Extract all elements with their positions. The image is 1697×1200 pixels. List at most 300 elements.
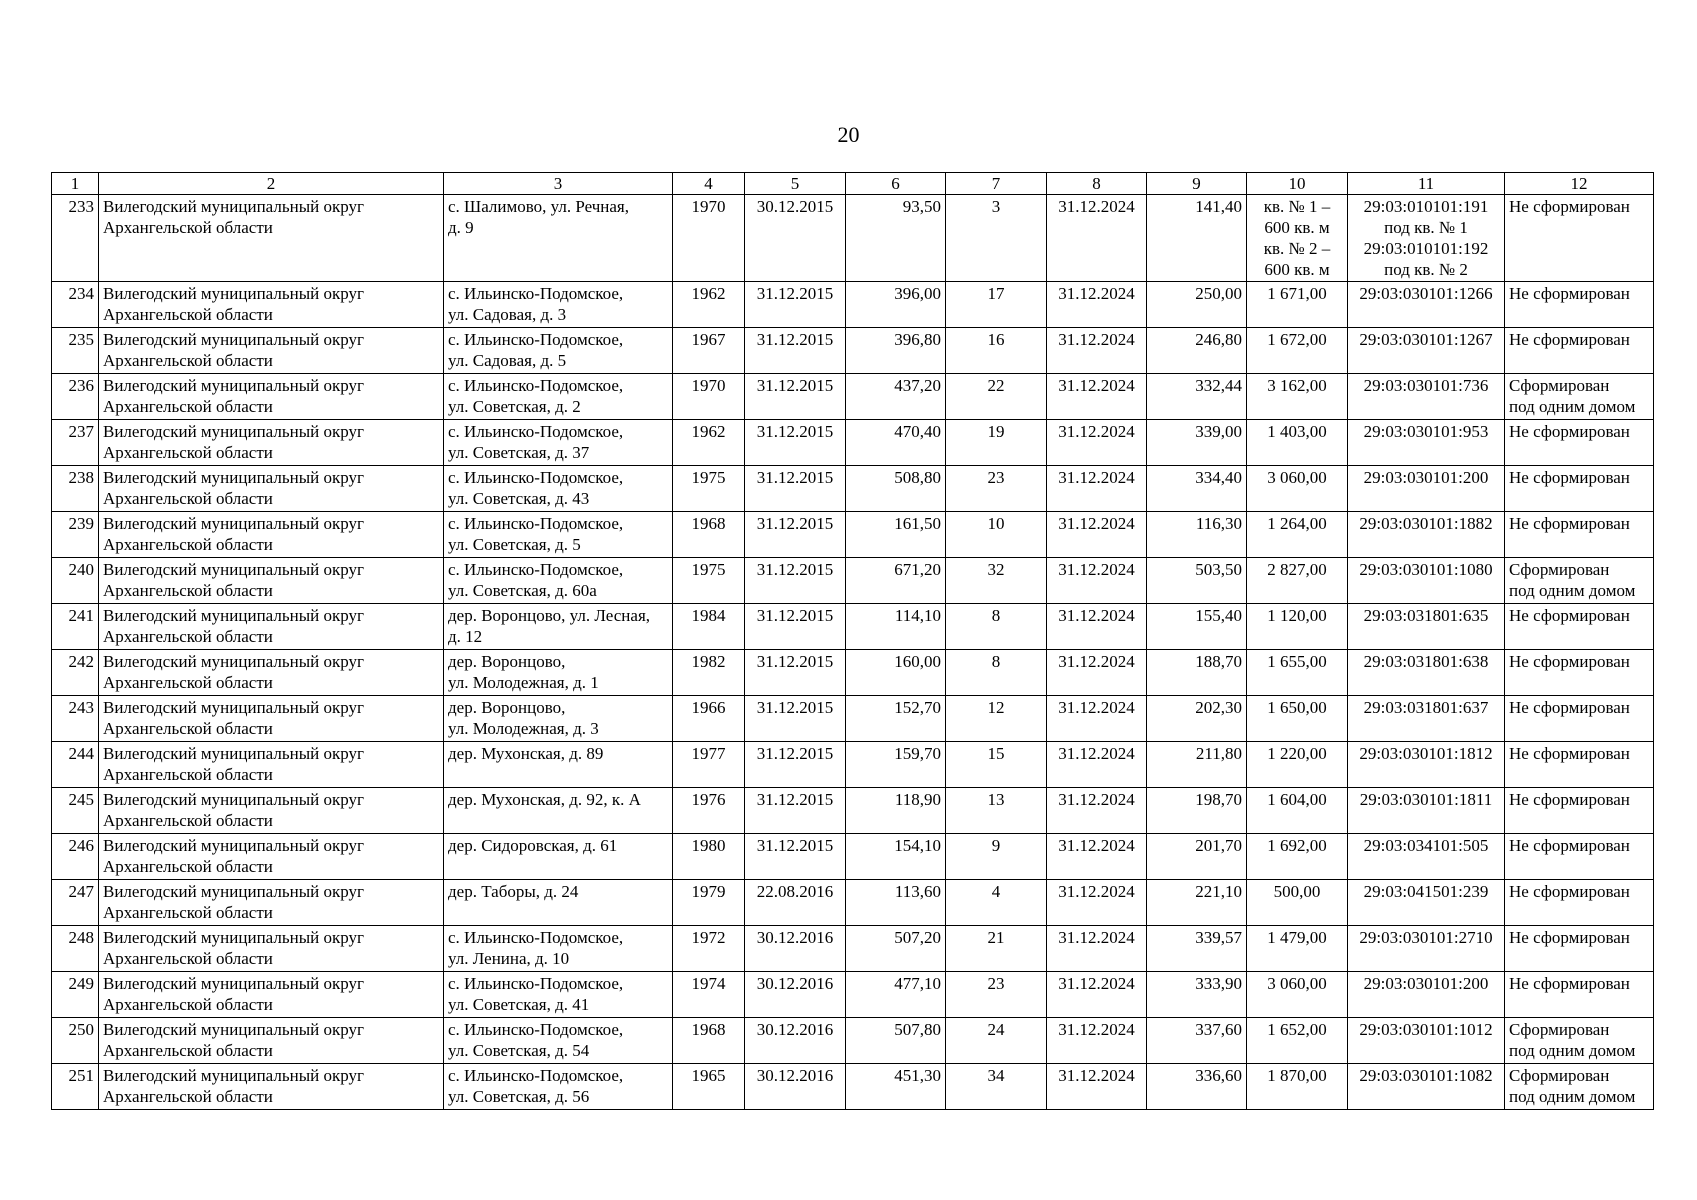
inclusion-date-cell: 31.12.2015 (745, 466, 846, 512)
row-number: 234 (52, 282, 99, 328)
address-line: д. 9 (448, 218, 474, 237)
municipality-line: Вилегодский муниципальный округ (103, 790, 364, 809)
cadastral-number-cell (1348, 926, 1505, 972)
table-row (52, 880, 1654, 926)
year-built-cell: 1977 (673, 742, 745, 788)
residential-area-cell: 114,10 (846, 604, 946, 650)
address-line: д. 12 (448, 627, 483, 646)
residents-count-cell: 32 (946, 558, 1047, 604)
address-line: ул. Ленина, д. 10 (448, 949, 570, 968)
area-cell: 116,30 (1147, 512, 1247, 558)
area-cell: 198,70 (1147, 788, 1247, 834)
table-row (52, 742, 1654, 788)
cadastral-number-line: 29:03:030101:1012 (1359, 1020, 1493, 1039)
planned-date-cell: 31.12.2024 (1047, 834, 1147, 880)
planned-date-cell: 31.12.2024 (1047, 282, 1147, 328)
municipality-cell (99, 926, 444, 972)
cadastral-number-line: 29:03:030101:200 (1363, 974, 1489, 993)
table-body (52, 195, 1654, 1110)
municipality-line: Вилегодский муниципальный округ (103, 422, 364, 441)
municipality-line: Архангельской области (103, 765, 273, 784)
cadastral-number-line: под кв. № 2 (1384, 260, 1468, 279)
residential-area-cell: 671,20 (846, 558, 946, 604)
table-row (52, 650, 1654, 696)
land-status-cell (1505, 195, 1654, 282)
municipality-cell (99, 834, 444, 880)
residents-count-cell: 9 (946, 834, 1047, 880)
address-line: с. Ильинско-Подомское, (448, 1066, 624, 1085)
cadastral-number-line: 29:03:030101:1266 (1359, 284, 1493, 303)
address-line: дер. Мухонская, д. 92, к. А (448, 790, 641, 809)
inclusion-date-cell: 22.08.2016 (745, 880, 846, 926)
cadastral-number-line: 29:03:031801:638 (1363, 652, 1489, 671)
year-built-cell: 1962 (673, 420, 745, 466)
inclusion-date-cell: 30.12.2016 (745, 1018, 846, 1064)
inclusion-date-cell: 30.12.2016 (745, 972, 846, 1018)
address-line: с. Ильинско-Подомское, (448, 468, 624, 487)
column-number: 3 (444, 173, 673, 195)
year-built-cell: 1980 (673, 834, 745, 880)
address-cell (444, 742, 673, 788)
row-number: 237 (52, 420, 99, 466)
cadastral-number-cell (1348, 195, 1505, 282)
area-cell: 250,00 (1147, 282, 1247, 328)
column-number: 11 (1348, 173, 1505, 195)
row-number: 241 (52, 604, 99, 650)
page-number: 20 (837, 122, 860, 147)
address-line: с. Ильинско-Подомское, (448, 1020, 624, 1039)
residential-area-cell: 396,80 (846, 328, 946, 374)
land-area-line: 1 264,00 (1267, 514, 1327, 533)
address-line: с. Ильинско-Подомское, (448, 974, 624, 993)
cadastral-number-line: 29:03:030101:1811 (1359, 790, 1493, 809)
land-status-line: Не сформирован (1509, 744, 1630, 763)
land-status-cell (1505, 880, 1654, 926)
column-number: 10 (1247, 173, 1348, 195)
address-line: с. Шалимово, ул. Речная, (448, 197, 629, 216)
table-row (52, 834, 1654, 880)
municipality-line: Архангельской области (103, 351, 273, 370)
cadastral-number-line: под кв. № 1 (1384, 218, 1468, 237)
cadastral-number-line: 29:03:010101:191 (1363, 197, 1489, 216)
planned-date-cell: 31.12.2024 (1047, 742, 1147, 788)
land-area-line: 2 827,00 (1267, 560, 1327, 579)
residents-count-cell: 10 (946, 512, 1047, 558)
address-line: ул. Советская, д. 5 (448, 535, 581, 554)
land-area-line: 1 120,00 (1267, 606, 1327, 625)
residential-area-cell: 396,00 (846, 282, 946, 328)
row-number: 249 (52, 972, 99, 1018)
land-area-line: 1 652,00 (1267, 1020, 1327, 1039)
address-line: с. Ильинско-Подомское, (448, 330, 624, 349)
land-status-line: Не сформирован (1509, 974, 1630, 993)
land-area-line: 1 692,00 (1267, 836, 1327, 855)
land-status-line: Сформирован (1509, 1066, 1610, 1085)
municipality-line: Архангельской области (103, 1041, 273, 1060)
municipality-line: Архангельской области (103, 443, 273, 462)
cadastral-number-line: 29:03:030101:200 (1363, 468, 1489, 487)
address-line: ул. Советская, д. 2 (448, 397, 581, 416)
inclusion-date-cell: 31.12.2015 (745, 788, 846, 834)
inclusion-date-cell: 31.12.2015 (745, 604, 846, 650)
residential-area-cell: 113,60 (846, 880, 946, 926)
year-built-cell: 1962 (673, 282, 745, 328)
column-number: 1 (52, 173, 99, 195)
address-line: ул. Молодежная, д. 3 (448, 719, 599, 738)
row-number: 242 (52, 650, 99, 696)
municipality-cell (99, 374, 444, 420)
land-area-cell (1247, 558, 1348, 604)
inclusion-date-cell: 31.12.2015 (745, 374, 846, 420)
address-cell (444, 558, 673, 604)
inclusion-date-cell: 30.12.2016 (745, 926, 846, 972)
row-number: 233 (52, 195, 99, 282)
area-cell: 336,60 (1147, 1064, 1247, 1110)
address-cell (444, 972, 673, 1018)
area-cell: 332,44 (1147, 374, 1247, 420)
address-line: ул. Садовая, д. 5 (448, 351, 567, 370)
row-number: 250 (52, 1018, 99, 1064)
residential-area-cell: 93,50 (846, 195, 946, 282)
address-cell (444, 926, 673, 972)
table-row (52, 558, 1654, 604)
area-cell: 202,30 (1147, 696, 1247, 742)
municipality-line: Архангельской области (103, 489, 273, 508)
row-number: 246 (52, 834, 99, 880)
inclusion-date-cell: 30.12.2015 (745, 195, 846, 282)
address-cell (444, 512, 673, 558)
row-number: 239 (52, 512, 99, 558)
cadastral-number-cell (1348, 880, 1505, 926)
land-area-line: кв. № 1 – (1263, 197, 1331, 216)
land-area-cell (1247, 328, 1348, 374)
land-area-line: 3 060,00 (1267, 974, 1327, 993)
area-cell: 188,70 (1147, 650, 1247, 696)
year-built-cell: 1976 (673, 788, 745, 834)
table-row (52, 195, 1654, 282)
municipality-line: Архангельской области (103, 535, 273, 554)
land-status-cell (1505, 696, 1654, 742)
land-area-line: 1 672,00 (1267, 330, 1327, 349)
area-cell: 337,60 (1147, 1018, 1247, 1064)
residents-count-cell: 23 (946, 466, 1047, 512)
table-row (52, 1064, 1654, 1110)
column-number: 9 (1147, 173, 1247, 195)
address-line: с. Ильинско-Подомское, (448, 422, 624, 441)
municipality-line: Вилегодский муниципальный округ (103, 836, 364, 855)
cadastral-number-cell (1348, 788, 1505, 834)
address-line: ул. Советская, д. 37 (448, 443, 590, 462)
municipality-line: Вилегодский муниципальный округ (103, 330, 364, 349)
land-status-cell (1505, 972, 1654, 1018)
residents-count-cell: 12 (946, 696, 1047, 742)
municipality-cell (99, 558, 444, 604)
land-area-line: 3 060,00 (1267, 468, 1327, 487)
planned-date-cell: 31.12.2024 (1047, 1018, 1147, 1064)
land-status-cell (1505, 742, 1654, 788)
land-area-cell (1247, 696, 1348, 742)
municipality-line: Архангельской области (103, 949, 273, 968)
municipality-cell (99, 328, 444, 374)
municipality-line: Вилегодский муниципальный округ (103, 928, 364, 947)
municipality-line: Вилегодский муниципальный округ (103, 1066, 364, 1085)
municipality-line: Вилегодский муниципальный округ (103, 974, 364, 993)
area-cell: 333,90 (1147, 972, 1247, 1018)
area-cell: 339,00 (1147, 420, 1247, 466)
cadastral-number-cell (1348, 282, 1505, 328)
inclusion-date-cell: 31.12.2015 (745, 512, 846, 558)
address-line: ул. Советская, д. 56 (448, 1087, 590, 1106)
land-status-cell (1505, 1018, 1654, 1064)
cadastral-number-line: 29:03:030101:1812 (1359, 744, 1493, 763)
address-cell (444, 880, 673, 926)
residential-area-cell: 507,20 (846, 926, 946, 972)
municipality-cell (99, 650, 444, 696)
table-row (52, 696, 1654, 742)
year-built-cell: 1974 (673, 972, 745, 1018)
municipality-cell (99, 604, 444, 650)
cadastral-number-line: 29:03:030101:1267 (1359, 330, 1493, 349)
address-line: дер. Мухонская, д. 89 (448, 744, 604, 763)
address-line: с. Ильинско-Подомское, (448, 514, 624, 533)
inclusion-date-cell: 31.12.2015 (745, 328, 846, 374)
land-area-cell (1247, 926, 1348, 972)
area-cell: 339,57 (1147, 926, 1247, 972)
address-cell (444, 1018, 673, 1064)
residents-count-cell: 24 (946, 1018, 1047, 1064)
year-built-cell: 1982 (673, 650, 745, 696)
area-cell: 201,70 (1147, 834, 1247, 880)
planned-date-cell: 31.12.2024 (1047, 328, 1147, 374)
address-line: ул. Советская, д. 43 (448, 489, 590, 508)
land-status-cell (1505, 1064, 1654, 1110)
address-line: с. Ильинско-Подомское, (448, 928, 624, 947)
residents-count-cell: 22 (946, 374, 1047, 420)
year-built-cell: 1984 (673, 604, 745, 650)
column-number: 2 (99, 173, 444, 195)
municipality-line: Вилегодский муниципальный округ (103, 744, 364, 763)
column-number: 12 (1505, 173, 1654, 195)
land-area-line: 1 604,00 (1267, 790, 1327, 809)
table-row (52, 512, 1654, 558)
municipality-line: Архангельской области (103, 397, 273, 416)
municipality-cell (99, 1064, 444, 1110)
planned-date-cell: 31.12.2024 (1047, 972, 1147, 1018)
area-cell: 155,40 (1147, 604, 1247, 650)
planned-date-cell: 31.12.2024 (1047, 558, 1147, 604)
municipality-cell (99, 420, 444, 466)
residential-area-cell: 152,70 (846, 696, 946, 742)
cadastral-number-cell (1348, 420, 1505, 466)
cadastral-number-cell (1348, 1018, 1505, 1064)
planned-date-cell: 31.12.2024 (1047, 512, 1147, 558)
residents-count-cell: 4 (946, 880, 1047, 926)
inclusion-date-cell: 30.12.2016 (745, 1064, 846, 1110)
cadastral-number-cell (1348, 512, 1505, 558)
land-area-cell (1247, 512, 1348, 558)
housing-registry-table (51, 172, 1654, 1110)
residential-area-cell: 154,10 (846, 834, 946, 880)
planned-date-cell: 31.12.2024 (1047, 788, 1147, 834)
address-line: ул. Советская, д. 41 (448, 995, 590, 1014)
column-number: 4 (673, 173, 745, 195)
municipality-cell (99, 195, 444, 282)
address-cell (444, 650, 673, 696)
municipality-line: Архангельской области (103, 995, 273, 1014)
cadastral-number-cell (1348, 558, 1505, 604)
residential-area-cell: 118,90 (846, 788, 946, 834)
land-area-cell (1247, 880, 1348, 926)
address-line: ул. Молодежная, д. 1 (448, 673, 599, 692)
year-built-cell: 1966 (673, 696, 745, 742)
land-area-line: 500,00 (1273, 882, 1321, 901)
planned-date-cell: 31.12.2024 (1047, 466, 1147, 512)
planned-date-cell: 31.12.2024 (1047, 696, 1147, 742)
land-status-line: Сформирован (1509, 1020, 1610, 1039)
land-area-line: 600 кв. м (1264, 218, 1330, 237)
municipality-line: Архангельской области (103, 903, 273, 922)
cadastral-number-line: 29:03:034101:505 (1363, 836, 1489, 855)
municipality-cell (99, 972, 444, 1018)
land-area-cell (1247, 420, 1348, 466)
cadastral-number-line: 29:03:030101:736 (1363, 376, 1489, 395)
address-cell (444, 328, 673, 374)
cadastral-number-line: 29:03:030101:953 (1363, 422, 1489, 441)
municipality-line: Архангельской области (103, 305, 273, 324)
residential-area-cell: 477,10 (846, 972, 946, 1018)
planned-date-cell: 31.12.2024 (1047, 374, 1147, 420)
residents-count-cell: 17 (946, 282, 1047, 328)
cadastral-number-cell (1348, 466, 1505, 512)
table-row (52, 466, 1654, 512)
municipality-cell (99, 1018, 444, 1064)
inclusion-date-cell: 31.12.2015 (745, 834, 846, 880)
land-status-line: Не сформирован (1509, 514, 1630, 533)
municipality-line: Вилегодский муниципальный округ (103, 560, 364, 579)
residents-count-cell: 13 (946, 788, 1047, 834)
address-cell (444, 788, 673, 834)
cadastral-number-line: 29:03:030101:2710 (1359, 928, 1493, 947)
row-number: 247 (52, 880, 99, 926)
year-built-cell: 1965 (673, 1064, 745, 1110)
land-status-line: Не сформирован (1509, 197, 1630, 216)
land-area-line: 1 479,00 (1267, 928, 1327, 947)
land-status-line: под одним домом (1509, 397, 1636, 416)
row-number: 235 (52, 328, 99, 374)
planned-date-cell: 31.12.2024 (1047, 1064, 1147, 1110)
address-line: дер. Таборы, д. 24 (448, 882, 579, 901)
row-number: 251 (52, 1064, 99, 1110)
address-line: ул. Советская, д. 60а (448, 581, 597, 600)
planned-date-cell: 31.12.2024 (1047, 195, 1147, 282)
land-status-cell (1505, 328, 1654, 374)
land-area-line: 1 650,00 (1267, 698, 1327, 717)
cadastral-number-cell (1348, 834, 1505, 880)
residential-area-cell: 508,80 (846, 466, 946, 512)
land-status-line: Не сформирован (1509, 284, 1630, 303)
municipality-line: Вилегодский муниципальный округ (103, 284, 364, 303)
land-status-line: под одним домом (1509, 1041, 1636, 1060)
year-built-cell: 1968 (673, 1018, 745, 1064)
area-cell: 503,50 (1147, 558, 1247, 604)
municipality-line: Архангельской области (103, 1087, 273, 1106)
land-area-line: 1 403,00 (1267, 422, 1327, 441)
residential-area-cell: 161,50 (846, 512, 946, 558)
row-number: 244 (52, 742, 99, 788)
year-built-cell: 1968 (673, 512, 745, 558)
inclusion-date-cell: 31.12.2015 (745, 696, 846, 742)
land-area-line: 3 162,00 (1267, 376, 1327, 395)
municipality-cell (99, 742, 444, 788)
planned-date-cell: 31.12.2024 (1047, 880, 1147, 926)
column-number: 8 (1047, 173, 1147, 195)
cadastral-number-line: 29:03:030101:1080 (1359, 560, 1493, 579)
area-cell: 211,80 (1147, 742, 1247, 788)
cadastral-number-cell (1348, 696, 1505, 742)
table-row (52, 604, 1654, 650)
address-cell (444, 1064, 673, 1110)
address-line: с. Ильинско-Подомское, (448, 376, 624, 395)
land-area-cell (1247, 742, 1348, 788)
land-area-line: 1 671,00 (1267, 284, 1327, 303)
land-area-cell (1247, 604, 1348, 650)
land-status-line: Не сформирован (1509, 882, 1630, 901)
land-status-line: под одним домом (1509, 581, 1636, 600)
municipality-cell (99, 880, 444, 926)
land-area-line: 1 655,00 (1267, 652, 1327, 671)
land-status-line: Не сформирован (1509, 422, 1630, 441)
year-built-cell: 1967 (673, 328, 745, 374)
land-area-cell (1247, 195, 1348, 282)
municipality-cell (99, 282, 444, 328)
residential-area-cell: 160,00 (846, 650, 946, 696)
year-built-cell: 1972 (673, 926, 745, 972)
area-cell: 246,80 (1147, 328, 1247, 374)
land-status-line: Не сформирован (1509, 652, 1630, 671)
municipality-line: Архангельской области (103, 218, 273, 237)
inclusion-date-cell: 31.12.2015 (745, 420, 846, 466)
column-number-row (52, 173, 1654, 195)
address-line: ул. Советская, д. 54 (448, 1041, 590, 1060)
cadastral-number-cell (1348, 972, 1505, 1018)
address-cell (444, 282, 673, 328)
land-status-line: Не сформирован (1509, 928, 1630, 947)
land-status-line: Не сформирован (1509, 698, 1630, 717)
residents-count-cell: 3 (946, 195, 1047, 282)
row-number: 243 (52, 696, 99, 742)
land-status-cell (1505, 788, 1654, 834)
land-status-line: Не сформирован (1509, 330, 1630, 349)
land-status-line: Не сформирован (1509, 790, 1630, 809)
table-row (52, 972, 1654, 1018)
land-status-line: Сформирован (1509, 376, 1610, 395)
year-built-cell: 1979 (673, 880, 745, 926)
area-cell: 334,40 (1147, 466, 1247, 512)
land-status-cell (1505, 604, 1654, 650)
land-area-cell (1247, 374, 1348, 420)
table-row (52, 282, 1654, 328)
area-cell: 141,40 (1147, 195, 1247, 282)
table-row (52, 374, 1654, 420)
land-area-line: кв. № 2 – (1263, 239, 1331, 258)
cadastral-number-line: 29:03:031801:637 (1363, 698, 1489, 717)
municipality-cell (99, 788, 444, 834)
address-cell (444, 466, 673, 512)
residents-count-cell: 21 (946, 926, 1047, 972)
municipality-line: Вилегодский муниципальный округ (103, 514, 364, 533)
land-area-cell (1247, 282, 1348, 328)
column-number: 7 (946, 173, 1047, 195)
